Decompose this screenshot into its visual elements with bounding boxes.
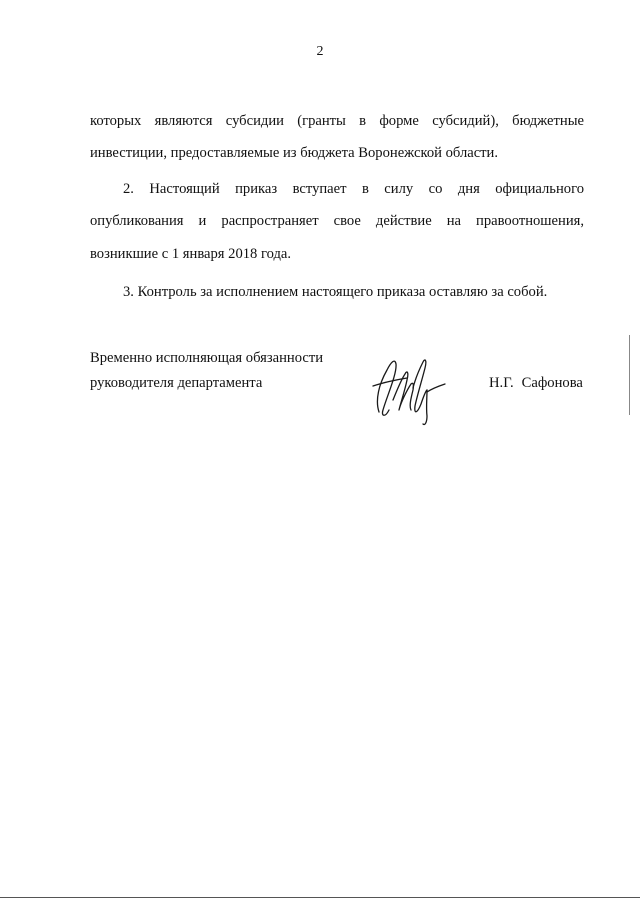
scan-edge-right	[629, 335, 630, 415]
signatory-title-line-1: Временно исполняющая обязанности	[90, 350, 324, 366]
signatory-title-line-2: руководителя департамента	[90, 375, 263, 391]
paragraph-2-line-3: возникшие с 1 января 2018 года.	[90, 246, 292, 262]
paragraph-2-line-1: 2. Настоящий приказ вступает в силу со дня официального	[123, 181, 584, 197]
scan-edge-bottom	[0, 897, 640, 898]
page-number: 2	[316, 44, 324, 59]
signatory-surname: Сафонова	[521, 375, 583, 391]
paragraph-2-line-2: опубликования и распространяет свое действие на правоотношения,	[90, 213, 584, 229]
signatory-name	[489, 374, 583, 392]
paragraph-1-line-2: инвестиции, предоставляемые из бюджета Воронежской области.	[90, 145, 499, 161]
paragraph-1-line-1: которых являются субсидии (гранты в форме субсидий), бюджетные	[90, 113, 584, 129]
paragraph-3-line-1: 3. Контроль за исполнением настоящего приказа оставляю за собой.	[123, 284, 548, 300]
handwritten-signature	[365, 340, 455, 430]
signatory-initials: Н.Г.	[489, 375, 514, 391]
